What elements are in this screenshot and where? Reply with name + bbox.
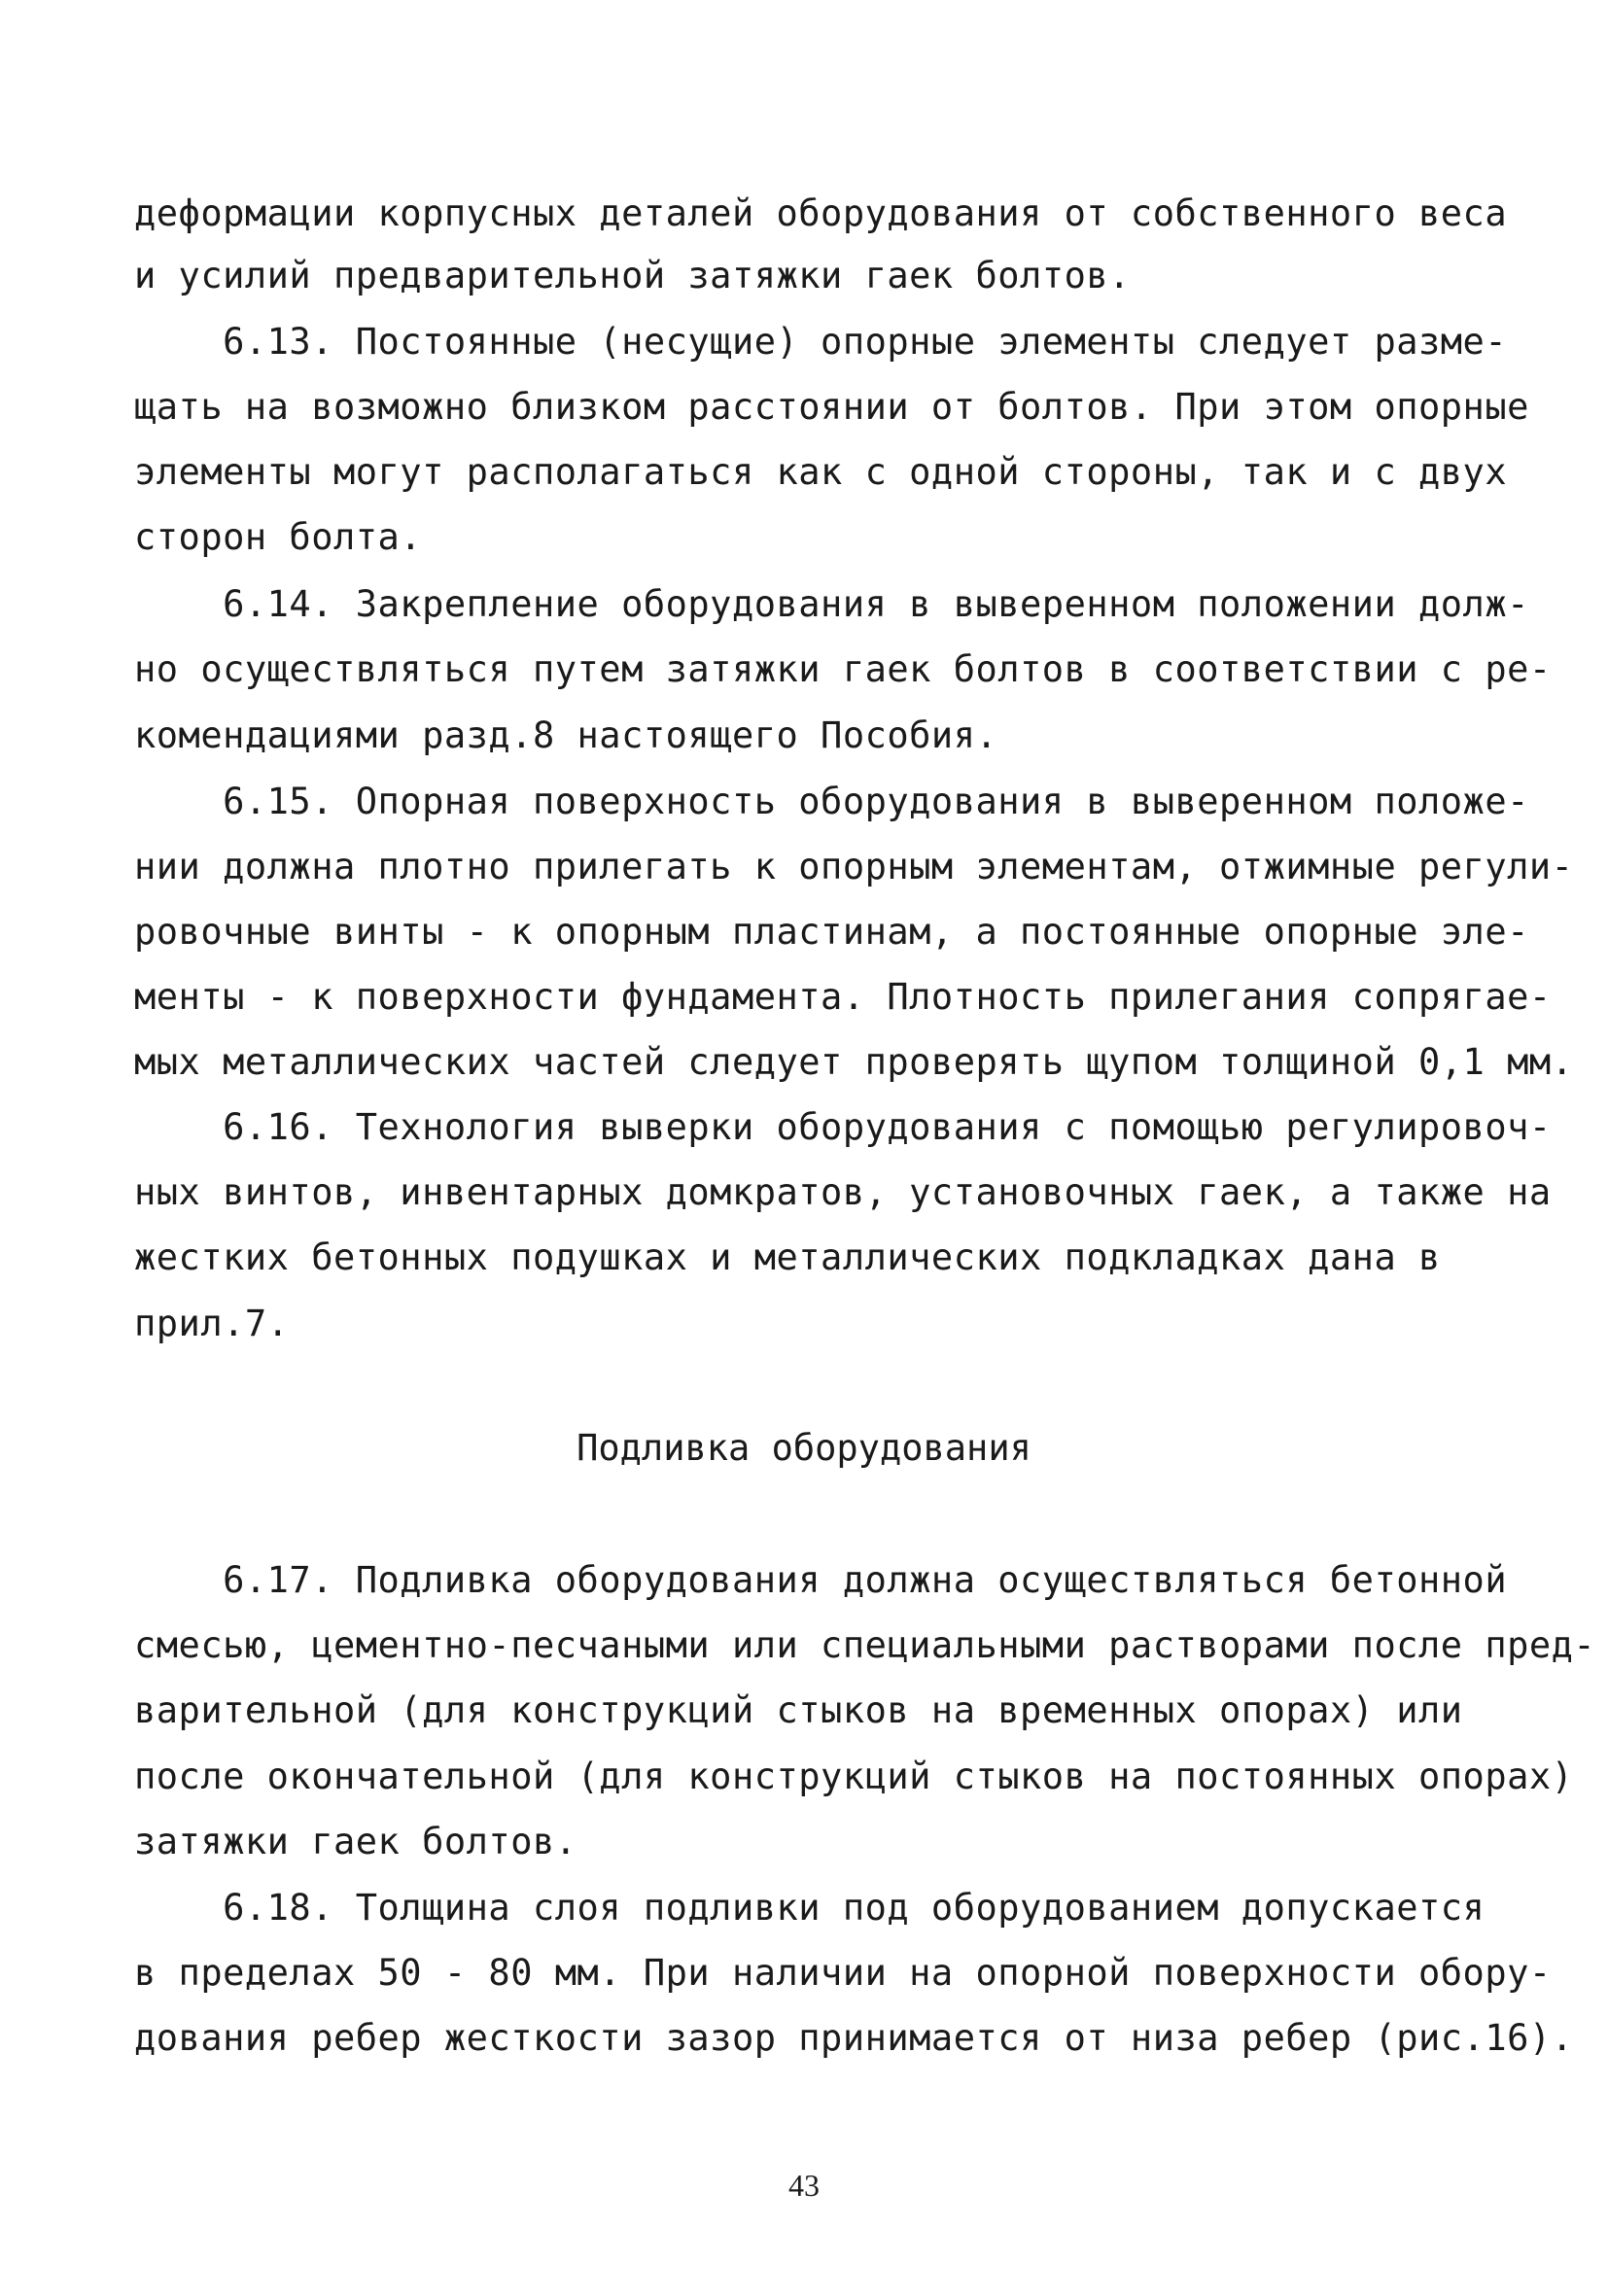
text-line: элементы могут располагаться как с одной стороны, так и с двух <box>134 451 1508 493</box>
page-number: 43 <box>788 2168 820 2203</box>
text-line: затяжки гаек болтов. <box>134 1821 577 1862</box>
text-line: варительной (для конструкций стыков на временных опорах) или <box>134 1689 1463 1731</box>
text-line: 6.18. Толщина слоя подливки под оборудованием допускается <box>134 1887 1486 1929</box>
text-line: деформации корпусных деталей оборудования от собственного веса <box>134 192 1508 234</box>
text-line: 6.13. Постоянные (несущие) опорные элементы следует разме- <box>134 321 1508 363</box>
text-line: но осуществляться путем затяжки гаек болтов в соответствии с ре- <box>134 648 1552 690</box>
text-line: смесью, цементно-песчаными или специальными растворами после пред- <box>134 1624 1596 1666</box>
text-line: 6.15. Опорная поверхность оборудования в выверенном положе- <box>134 781 1529 822</box>
text-line: сторон болта. <box>134 516 423 558</box>
text-line: ных винтов, инвентарных домкратов, установочных гаек, а также на <box>134 1171 1552 1213</box>
text-line: комендациями разд.8 настоящего Пособия. <box>134 714 998 756</box>
text-line: в пределах 50 - 80 мм. При наличии на опорной поверхности обору- <box>134 1952 1552 1994</box>
text-line: мых металлических частей следует проверять щупом толщиной 0,1 мм. <box>134 1041 1574 1083</box>
text-line: после окончательной (для конструкций стыков на постоянных опорах) <box>134 1756 1574 1797</box>
text-line: ровочные винты - к опорным пластинам, а постоянные опорные эле- <box>134 911 1529 953</box>
text-line: 6.16. Технология выверки оборудования с помощью регулировоч- <box>134 1106 1552 1148</box>
text-line: щать на возможно близком расстоянии от болтов. При этом опорные <box>134 386 1529 428</box>
text-line: нии должна плотно прилегать к опорным элементам, отжимные регули- <box>134 846 1574 887</box>
text-line: дования ребер жесткости зазор принимается от низа ребер (рис.16). <box>134 2017 1574 2059</box>
section-heading: Подливка оборудования <box>577 1427 1031 1469</box>
text-line: и усилий предварительной затяжки гаек болтов. <box>134 255 1131 296</box>
text-line: прил.7. <box>134 1303 290 1344</box>
text-line: менты - к поверхности фундамента. Плотность прилегания сопрягае- <box>134 976 1552 1018</box>
text-line: жестких бетонных подушках и металлических подкладках дана в <box>134 1236 1441 1278</box>
text-line: 6.17. Подливка оборудования должна осуществляться бетонной <box>134 1559 1508 1601</box>
text-line: 6.14. Закрепление оборудования в выверенном положении долж- <box>134 583 1529 625</box>
